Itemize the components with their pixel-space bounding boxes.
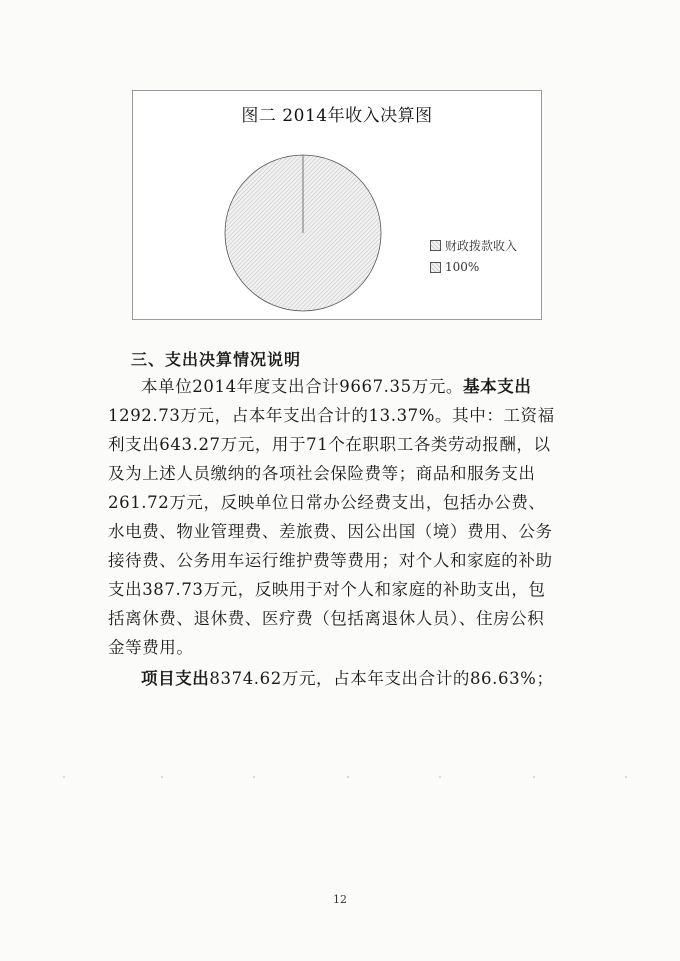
chart-legend <box>430 234 517 278</box>
scan-dot-row <box>0 776 680 778</box>
page-number: 12 <box>333 893 347 906</box>
pie-chart-frame <box>132 90 542 320</box>
legend-item <box>430 234 517 256</box>
legend-swatch-icon <box>430 240 441 251</box>
data-label-swatch-icon <box>430 262 441 273</box>
pie-data-label <box>430 256 517 278</box>
basic-expenditure-label: 基本支出 <box>463 377 532 396</box>
pie-chart <box>223 153 383 313</box>
basic-expenditure-text: 1292.73万元，占本年支出合计的13.37%。其中：工资福利支出643.27万元，用于71个在职职工各类劳动报酬，以及为上述人员缴纳的各项社会保险费等；商品和服务支出261.72万元，反映单位日常办公经费支出，包括办公费、水电费、物业管理费、差旅费、因公出国（境）费用、公务接待费、公务用车运行维护费等费用；对个人和家庭的补助支出387.73万元，反映用于对个人和家庭的补助支出，包括离休费、退休费、医疗费（包括离退休人员）、住房公积金等费用。 <box>108 406 555 657</box>
project-expenditure-label: 项目支出 <box>141 669 210 688</box>
total-expenditure-text: 本单位2014年度支出合计9667.35万元。 <box>141 377 464 396</box>
legend-label: 财政拨款收入 <box>445 238 518 253</box>
pie-slice-percent-label: 100% <box>445 260 480 274</box>
chart-title: 图二 2014年收入决算图 <box>241 106 433 126</box>
section-heading: 三、支出决算情况说明 <box>131 350 302 369</box>
project-expenditure-text: 8374.62万元，占本年支出合计的86.63%； <box>209 669 554 688</box>
expenditure-paragraph <box>108 372 558 662</box>
project-expenditure-paragraph <box>108 664 558 693</box>
